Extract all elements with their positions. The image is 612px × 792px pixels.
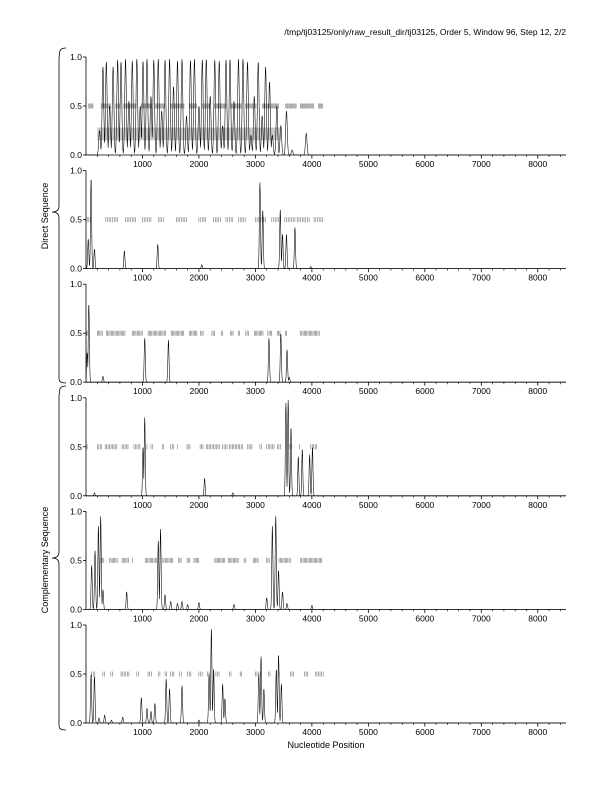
series-trace — [86, 59, 566, 155]
series-trace — [86, 180, 566, 268]
x-tick-label: 6000 — [415, 386, 435, 397]
x-tick-label: 8000 — [528, 272, 548, 283]
x-tick-label: 7000 — [471, 386, 491, 397]
x-tick-label: 4000 — [302, 386, 322, 397]
y-tick-label: 0.0 — [70, 718, 82, 728]
x-tick-label: 3000 — [245, 727, 265, 737]
panel-6 — [70, 620, 566, 737]
x-tick-label: 4000 — [302, 159, 322, 169]
direct-sequence-label: Direct Sequence — [40, 182, 50, 250]
x-tick-label: 8000 — [528, 386, 548, 397]
x-tick-label: 8000 — [528, 613, 548, 624]
chart-panels — [70, 52, 566, 737]
direct-sequence-group — [40, 48, 66, 383]
x-tick-label: 1000 — [133, 159, 152, 169]
x-tick-label: 2000 — [189, 727, 209, 737]
y-tick-label: 0.0 — [70, 377, 82, 388]
y-tick-label: 0.0 — [70, 604, 82, 615]
y-tick-label: 1.0 — [70, 392, 82, 403]
x-tick-label: 5000 — [358, 272, 378, 283]
y-tick-label: 0.5 — [70, 669, 82, 679]
panel-4 — [70, 393, 566, 510]
score-rug — [100, 558, 322, 563]
y-tick-label: 0.0 — [70, 490, 82, 501]
score-rug — [87, 444, 317, 449]
x-tick-label: 6000 — [415, 499, 435, 510]
complementary-sequence-brace — [52, 386, 66, 730]
x-tick-label: 3000 — [245, 499, 265, 510]
x-tick-label: 4000 — [302, 499, 322, 510]
x-tick-label: 4000 — [302, 272, 322, 283]
x-tick-label: 8000 — [528, 159, 548, 169]
series-trace — [86, 516, 566, 609]
x-tick-label: 7000 — [471, 159, 491, 169]
figure-title: /tmp/tj03125/only/raw_result_dir/tj03125, Order 5, Window 96, Step 12, 2/2 — [284, 27, 566, 37]
score-rug — [89, 104, 323, 109]
x-tick-label: 3000 — [245, 272, 265, 283]
x-tick-label: 1000 — [133, 727, 152, 737]
x-tick-label: 2000 — [189, 613, 209, 624]
score-rug — [92, 672, 324, 677]
x-tick-label: 7000 — [471, 499, 491, 510]
y-tick-label: 0.5 — [70, 441, 82, 452]
x-tick-label: 5000 — [358, 727, 378, 737]
y-tick-label: 1.0 — [70, 279, 82, 290]
x-tick-label: 3000 — [245, 386, 265, 397]
x-tick-label: 1000 — [133, 386, 152, 397]
x-tick-label: 2000 — [189, 272, 209, 283]
x-tick-label: 5000 — [358, 499, 378, 510]
x-tick-label: 7000 — [471, 613, 491, 624]
x-tick-label: 6000 — [415, 727, 435, 737]
x-tick-label: 5000 — [358, 386, 378, 397]
score-rug — [87, 217, 323, 222]
x-tick-label: 6000 — [415, 613, 435, 624]
x-tick-label: 8000 — [528, 727, 548, 737]
y-tick-label: 1.0 — [70, 620, 82, 630]
y-tick-label: 0.5 — [70, 101, 82, 111]
x-tick-label: 4000 — [302, 727, 322, 737]
y-tick-label: 0.0 — [70, 150, 82, 160]
x-axis-label: Nucleotide Position — [287, 740, 365, 750]
y-tick-label: 1.0 — [70, 165, 82, 176]
y-tick-label: 0.5 — [70, 328, 82, 339]
panel-1 — [70, 52, 566, 169]
axis-frame — [86, 398, 566, 496]
y-tick-label: 1.0 — [70, 52, 82, 62]
x-tick-label: 3000 — [245, 613, 265, 624]
complementary-sequence-group — [40, 386, 66, 730]
x-tick-label: 1000 — [133, 499, 152, 510]
x-tick-label: 5000 — [358, 613, 378, 624]
y-tick-label: 1.0 — [70, 506, 82, 517]
x-tick-label: 2000 — [189, 386, 209, 397]
panel-5 — [70, 506, 566, 623]
y-tick-label: 0.5 — [70, 555, 82, 566]
x-tick-label: 8000 — [528, 499, 548, 510]
series-trace — [86, 400, 566, 496]
series-trace — [86, 305, 566, 382]
score-rug — [87, 331, 320, 336]
panel-2 — [70, 166, 566, 283]
x-tick-label: 6000 — [415, 272, 435, 283]
panel-3 — [70, 279, 566, 396]
complementary-sequence-label: Complementary Sequence — [40, 506, 50, 614]
y-tick-label: 0.5 — [70, 214, 82, 225]
y-tick-label: 0.0 — [70, 263, 82, 274]
x-tick-label: 3000 — [245, 159, 265, 169]
x-tick-label: 6000 — [415, 159, 435, 169]
x-tick-label: 2000 — [189, 159, 209, 169]
x-tick-label: 7000 — [471, 727, 491, 737]
x-tick-label: 5000 — [358, 159, 378, 169]
x-tick-label: 7000 — [471, 272, 491, 283]
x-tick-label: 1000 — [133, 613, 152, 624]
x-tick-label: 1000 — [133, 272, 152, 283]
x-tick-label: 4000 — [302, 613, 322, 624]
direct-sequence-brace — [52, 48, 66, 383]
x-tick-label: 2000 — [189, 499, 209, 510]
